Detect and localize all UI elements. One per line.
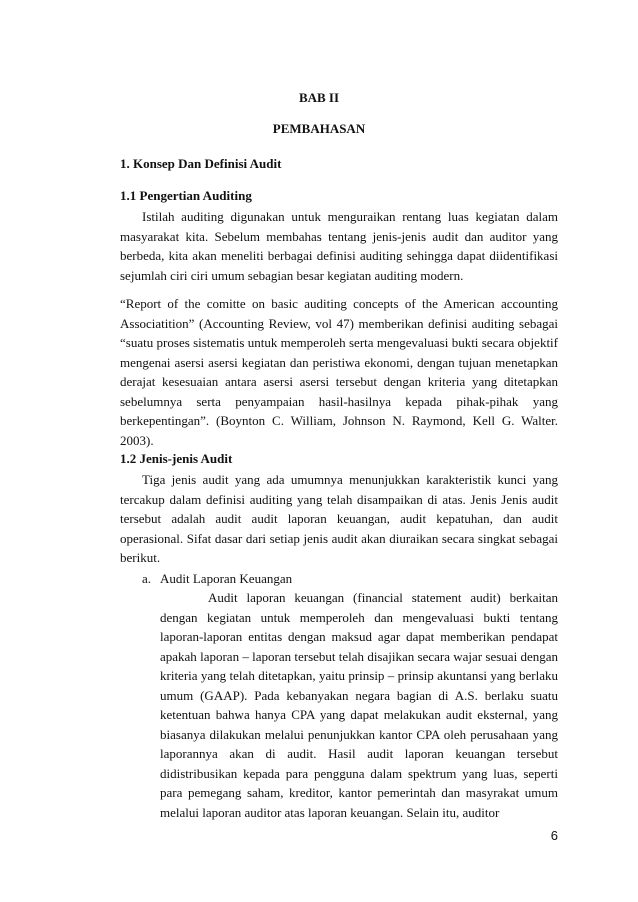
chapter-title: PEMBAHASAN [272,121,366,136]
paragraph-definition-quote: “Report of the comitte on basic auditing concepts of the American accounting Associatition” (Accounting Review, vol 47) memberikan definisi auditing sebagai “suatu proses sistematis untuk memperoleh serta mengevaluasi bukti secara objektif mengenai asersi asersi kegiatan dan peristiwa ekonomi, dengan tujuan menetapkan derajat kesesuaian antara asersi asersi tersebut dengan kriteria yang ditetapkan sebelumnya serta penyampaian hasil-hasilnya kepada pihak-pihak yang berkepentingan”. (Boynton C. William, Johnson N. Raymond, Kell G. Walter. 2003). [120,296,558,448]
chapter-heading: BAB II [298,90,340,105]
list-item-label: a. [142,571,152,586]
list-item-title: Audit Laporan Keuangan [160,571,293,586]
subsection-heading-1-1: 1.1 Pengertian Auditing [120,188,252,203]
list-item-body: Audit laporan keuangan (financial statement audit) berkaitan dengan kegiatan untuk memperoleh dan mengevaluasi bukti tentang laporan-laporan entitas dengan maksud agar dapat memberikan pendapat apakah laporan – laporan tersebut telah disajikan secara wajar sesuai dengan kriteria yang telah ditetapkan, yaitu prinsip – prinsip akuntansi yang berlaku umum (GAAP). Pada kebanyakan negara bagian di A.S. berlaku suatu ketentuan bahwa hanya CPA yang dapat melakukan audit eksternal, yang biasanya dilakukan melalui penunjukkan kantor CPA oleh perusahaan yang laporannya akan di audit. Hasil audit laporan keuangan tersebut didistribusikan kepada para pengguna dalam spektrum yang luas, seperti para pemegang saham, kreditor, kantor pemerintah dan masyrakat umum melalui laporan auditor atas laporan keuangan. Selain itu, auditor [160,590,558,820]
subsection-heading-1-2: 1.2 Jenis-jenis Audit [120,451,233,466]
paragraph-jenis-audit: Tiga jenis audit yang ada umumnya menunjukkan karakteristik kunci yang tercakup dalam definisi auditing yang telah disampaikan di atas. Jenis Jenis audit tersebut adalah audit audit laporan keuangan, audit kepatuhan, dan audit operasional. Sifat dasar dari setiap jenis audit akan diuraikan secara singkat sebagai berikut. [120,472,558,565]
page-number: 6 [550,828,558,843]
section-heading-1: 1. Konsep Dan Definisi Audit [120,156,282,171]
paragraph-pengertian: Istilah auditing digunakan untuk menguraikan rentang luas kegiatan dalam masyarakat kita. Sebelum membahas tentang jenis-jenis audit dan auditor yang berbeda, kita akan meneliti berbagai definisi auditing sehingga dapat diidentifikasi sejumlah ciri ciri umum sebagian besar kegiatan auditing modern. [120,209,558,283]
